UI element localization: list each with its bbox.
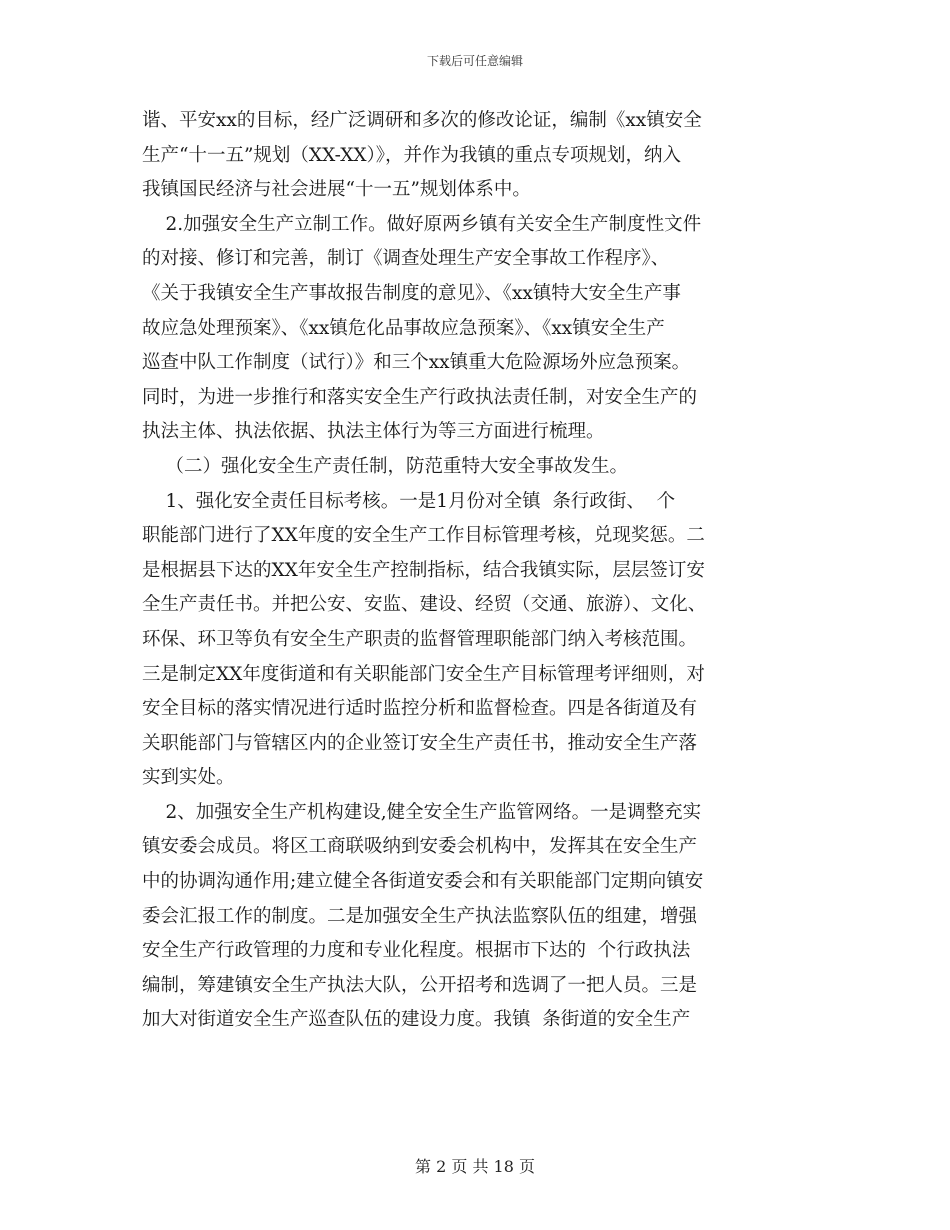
text-line: 的对接、修订和完善，制订《调查处理生产安全事故工作程序》、 [142, 248, 670, 270]
text-line: 2.加强安全生产立制工作。做好原两乡镇有关安全生产制度性文件 [142, 213, 702, 235]
text-line: 执法主体、执法依据、执法主体行为等三方面进行梳理。 [142, 421, 605, 443]
text-line: 我镇国民经济与社会进展“十一五”规划体系中。 [142, 179, 531, 201]
text-line: 2、加强安全生产机构建设,健全安全生产监管网络。一是调整充实 [142, 801, 702, 823]
section-heading: （二）强化安全生产责任制，防范重特大安全事故发生。 [142, 455, 629, 477]
text-line: 委会汇报工作的制度。二是加强安全生产执法监察队伍的组建，增强 [142, 905, 698, 927]
text-line: 1、强化安全责任目标考核。一是1月份对全镇 条行政街、 个 [142, 490, 676, 512]
page-header: 下载后可任意编辑 [426, 54, 523, 68]
text-line: 同时，为进一步推行和落实安全生产行政执法责任制，对安全生产的 [142, 386, 698, 408]
text-line: 三是制定XX年度街道和有关职能部门安全生产目标管理考评细则，对 [142, 663, 705, 685]
text-line: 全生产责任书。并把公安、安监、建设、经贸（交通、旅游）、文化、 [142, 594, 707, 616]
text-line: 镇安委会成员。将区工商联吸纳到安委会机构中，发挥其在安全生产 [142, 836, 698, 858]
text-line: 《关于我镇安全生产事故报告制度的意见》、《xx镇特大安全生产事 [142, 282, 681, 304]
page-number-footer: 第 2 页 共 18 页 [415, 1157, 535, 1176]
text-line: 巡查中队工作制度（试行）》和三个xx镇重大危险源场外应急预案。 [142, 352, 691, 374]
text-line: 安全目标的落实情况进行适时监控分析和监督检查。四是各街道及有 [142, 698, 698, 720]
text-line: 加大对街道安全生产巡查队伍的建设力度。我镇 条街道的安全生产 [142, 1009, 691, 1031]
text-line: 中的协调沟通作用;建立健全各街道安委会和有关职能部门定期向镇安 [142, 871, 704, 893]
text-line: 编制，筹建镇安全生产执法大队，公开招考和选调了一把人员。三是 [142, 974, 698, 996]
text-line: 安全生产行政管理的力度和专业化程度。根据市下达的 个行政执法 [142, 940, 691, 962]
text-line: 生产“十一五”规划（XX-XX）》，并作为我镇的重点专项规划，纳入 [142, 144, 682, 166]
text-line: 是根据县下达的XX年安全生产控制指标，结合我镇实际，层层签订安 [142, 559, 705, 581]
text-line: 谐、平安xx的目标，经广泛调研和多次的修改论证，编制《xx镇安全 [142, 110, 702, 131]
text-line: 环保、环卫等负有安全生产职责的监督管理职能部门纳入考核范围。 [142, 628, 698, 650]
text-line: 关职能部门与管辖区内的企业签订安全生产责任书，推动安全生产落 [142, 732, 698, 754]
text-line: 故应急处理预案》、《xx镇危化品事故应急预案》、《xx镇安全生产 [142, 317, 665, 339]
document-body [142, 104, 810, 1038]
text-line: 实到实处。 [142, 767, 235, 789]
text-line: 职能部门进行了XX年度的安全生产工作目标管理考核，兑现奖惩。二 [142, 525, 705, 547]
